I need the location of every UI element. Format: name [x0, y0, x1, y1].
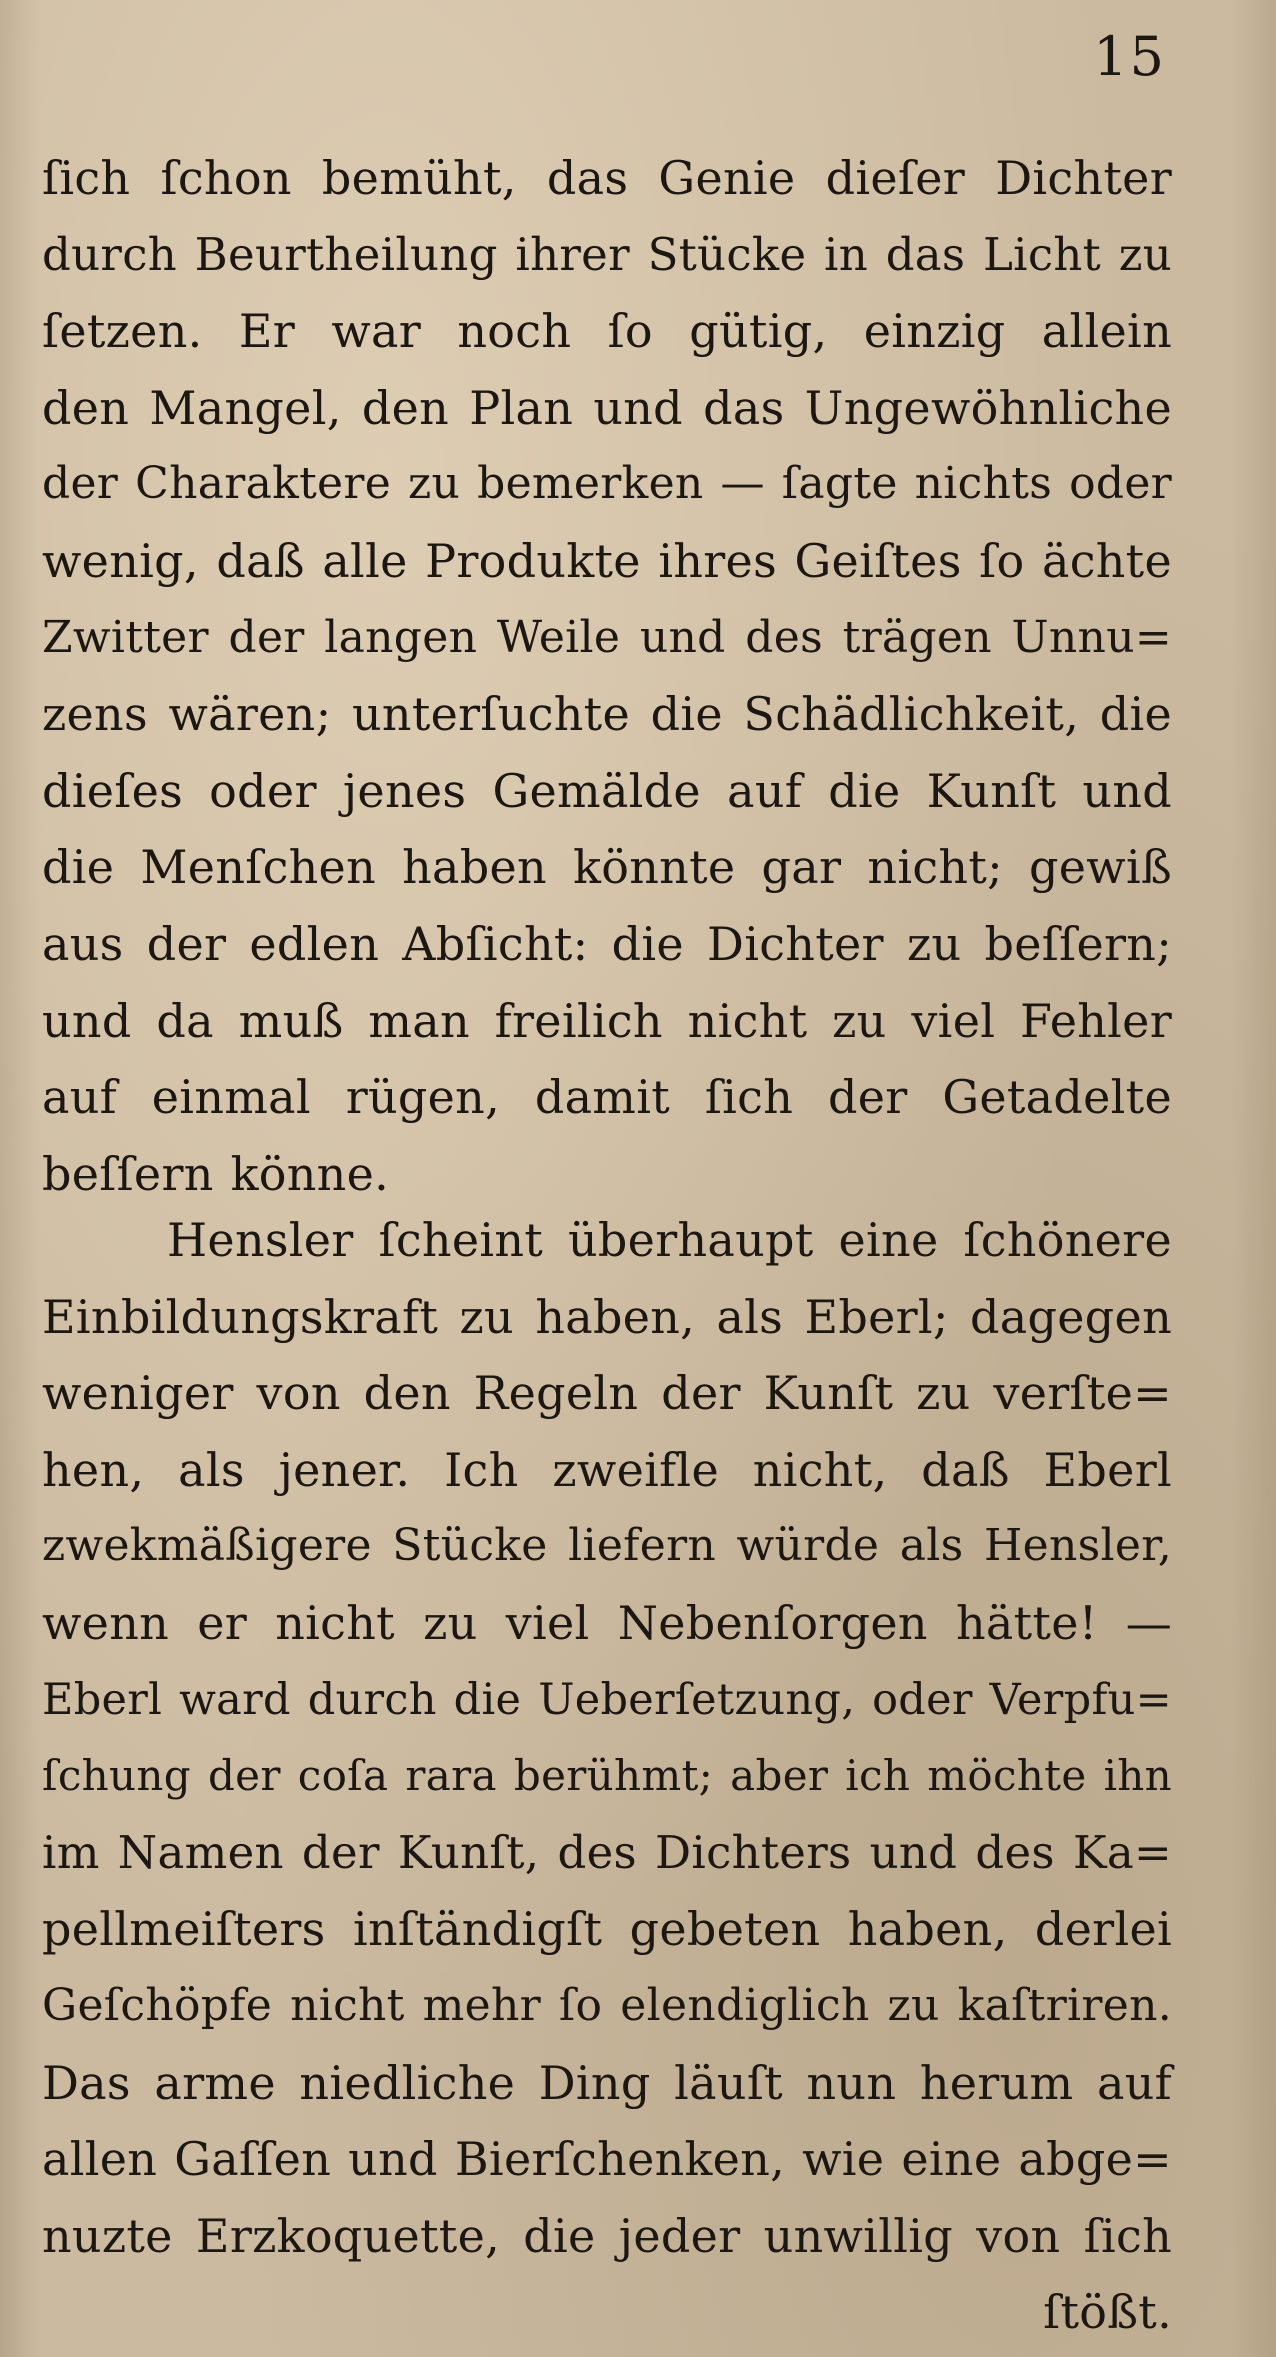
- text-line: zwekmäßigere Stücke liefern würde als Hensler,: [42, 1520, 1172, 1572]
- text-line: die Menſchen haben könnte gar nicht; gewiß: [42, 840, 1172, 895]
- text-line: den Mangel, den Plan und das Ungewöhnliche: [42, 380, 1172, 435]
- page-number: 15: [1093, 25, 1166, 88]
- text-line: Geſchöpfe nicht mehr ſo elendiglich zu kaſtriren.: [42, 1979, 1172, 2031]
- text-line: Eberl ward durch die Ueberſetzung, oder Verpfu=: [42, 1674, 1172, 1725]
- text-line: Hensler ſcheint überhaupt eine ſchönere: [167, 1213, 1172, 1267]
- text-line: Das arme niedliche Ding läuſt nun herum auf: [42, 2055, 1172, 2110]
- text-line: durch Beurtheilung ihrer Stücke in das Licht zu: [42, 227, 1172, 281]
- text-line: Zwitter der langen Weile und des trägen Unnu=: [42, 611, 1172, 663]
- text-line: wenig, daß alle Produkte ihres Geiſtes ſo ächte: [42, 533, 1172, 588]
- text-line: nuzte Erzkoquette, die jeder unwillig von ſich: [42, 2208, 1172, 2263]
- text-line: im Namen der Kunſt, des Dichters und des Ka=: [42, 1825, 1172, 1879]
- text-line: ſtößt.: [1043, 2285, 1172, 2340]
- text-line: allen Gaſſen und Bierſchenken, wie eine abge=: [42, 2132, 1172, 2187]
- text-line: weniger von den Regeln der Kunſt zu verſte=: [42, 1366, 1172, 1421]
- text-line: auf einmal rügen, damit ſich der Getadelte: [42, 1070, 1172, 1125]
- paragraph-1: [42, 140, 1172, 1212]
- paragraph-2: [42, 1202, 1172, 2351]
- text-line: zens wären; unterſuchte die Schädlichkeit, die: [42, 687, 1172, 742]
- text-line: wenn er nicht zu viel Nebenſorgen hätte! —: [42, 1595, 1172, 1650]
- text-line: Einbildungskraft zu haben, als Eberl; dagegen: [42, 1289, 1172, 1344]
- text-line: aus der edlen Abſicht: die Dichter zu beſſern;: [42, 916, 1172, 971]
- text-line: ſetzen. Er war noch ſo gütig, einzig allein: [42, 304, 1172, 359]
- text-line: beſſern könne.: [42, 1146, 390, 1201]
- text-line: ſchung der coſa rara berühmt; aber ich möchte ihn: [42, 1751, 1172, 1801]
- text-line: hen, als jener. Ich zweifle nicht, daß Eberl: [42, 1442, 1172, 1497]
- text-line: der Charaktere zu bemerken — ſagte nichts oder: [42, 458, 1172, 510]
- text-line: und da muß man freilich nicht zu viel Fehler: [42, 993, 1172, 1048]
- text-line: pellmeiſters inſtändigſt gebeten haben, derlei: [42, 1902, 1172, 1957]
- text-line: dieſes oder jenes Gemälde auf die Kunſt und: [42, 763, 1172, 818]
- text-line: ſich ſchon bemüht, das Genie dieſer Dichter: [42, 151, 1172, 205]
